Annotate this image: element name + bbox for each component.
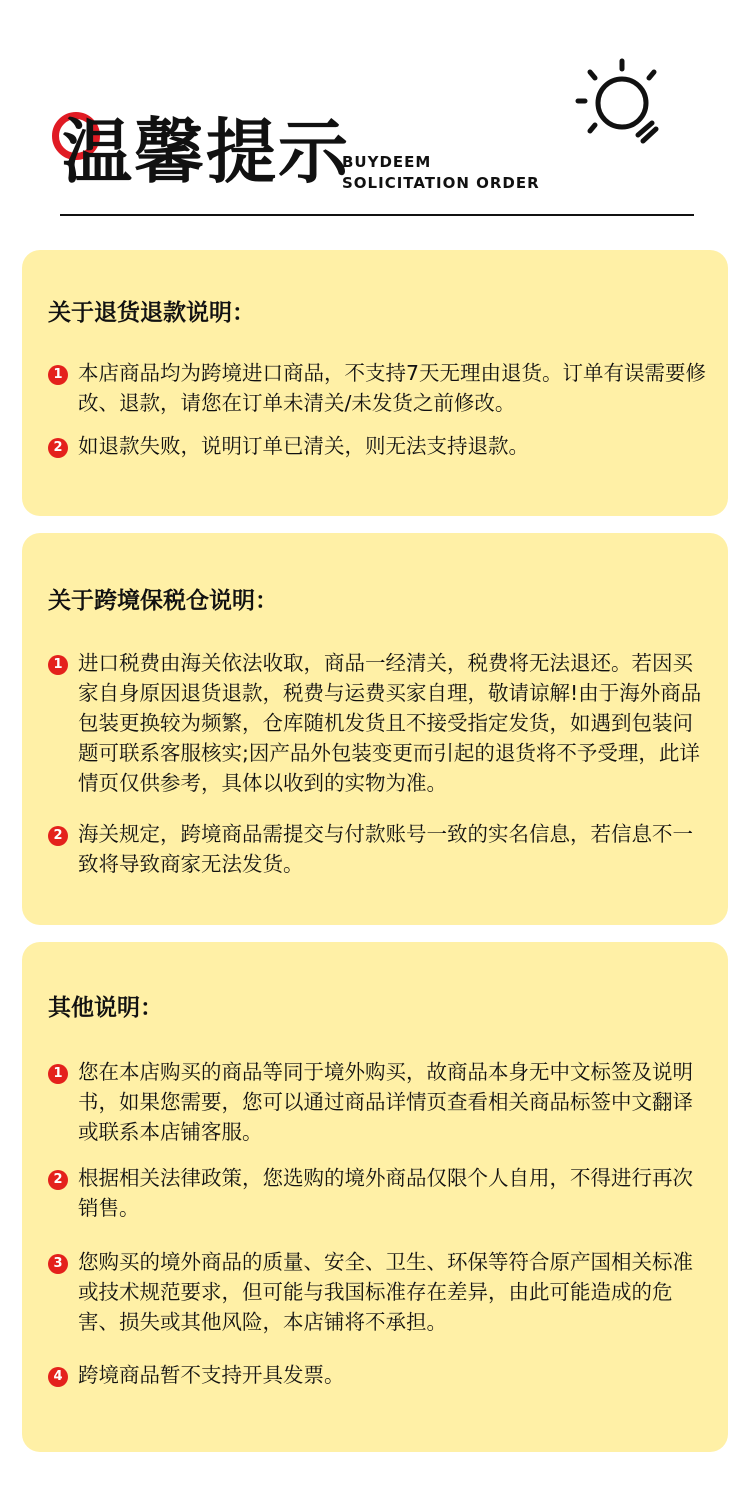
list-item <box>48 1247 708 1337</box>
subtitle-line-2: SOLICITATION ORDER <box>342 174 540 192</box>
header <box>0 0 750 230</box>
item-text: 如退款失败，说明订单已清关，则无法支持退款。 <box>78 434 529 458</box>
item-text: 进口税费由海关依法收取，商品一经清关，税费将无法退还。若因买家自身原因退货退款，税费与运费买家自理，敬请谅解!由于海外商品包装更换较为频繁，仓库随机发货且不接受指定发货，如遇到包装问题可联系客服核实;因产品外包装变更而引起的退货将不予受理，此详情页仅供参考，具体以收到的实物为准。 <box>78 651 702 795</box>
number-badge: 3 <box>48 1254 68 1274</box>
number-badge: 1 <box>48 655 68 675</box>
item-text: 您购买的境外商品的质量、安全、卫生、环保等符合原产国相关标准或技术规范要求，但可能与我国标准存在差异，由此可能造成的危害、损失或其他风险，本店铺将不承担。 <box>78 1250 693 1334</box>
item-text: 海关规定，跨境商品需提交与付款账号一致的实名信息，若信息不一致将导致商家无法发货。 <box>78 822 693 876</box>
list-item <box>48 358 708 418</box>
list-item <box>48 1057 708 1147</box>
number-badge: 2 <box>48 438 68 458</box>
item-text: 本店商品均为跨境进口商品，不支持7天无理由退货。订单有误需要修改、退款，请您在订单未清关/未发货之前修改。 <box>78 361 707 415</box>
list-item <box>48 648 708 798</box>
item-text: 根据相关法律政策，您选购的境外商品仅限个人自用，不得进行再次销售。 <box>78 1166 693 1220</box>
header-divider <box>60 214 694 216</box>
sun-icon <box>570 55 670 155</box>
number-badge: 4 <box>48 1367 68 1387</box>
section-bonded-warehouse <box>22 533 728 925</box>
number-badge: 1 <box>48 1064 68 1084</box>
subtitle-line-1: BUYDEEM <box>342 153 432 171</box>
brand-subtitle <box>342 152 540 194</box>
item-text: 跨境商品暂不支持开具发票。 <box>78 1363 345 1387</box>
number-badge: 1 <box>48 365 68 385</box>
section-returns <box>22 250 728 516</box>
list-item <box>48 431 708 461</box>
list-item <box>48 1163 708 1223</box>
list-item <box>48 1360 708 1390</box>
section-title: 关于跨境保税仓说明： <box>48 588 278 614</box>
section-title: 关于退货退款说明： <box>48 300 255 326</box>
section-title: 其他说明： <box>48 995 163 1021</box>
section-other <box>22 942 728 1452</box>
item-text: 您在本店购买的商品等同于境外购买，故商品本身无中文标签及说明书，如果您需要，您可以通过商品详情页查看相关商品标签中文翻译或联系本店铺客服。 <box>78 1060 693 1144</box>
list-item <box>48 819 708 879</box>
number-badge: 2 <box>48 1170 68 1190</box>
number-badge: 2 <box>48 826 68 846</box>
page-title: 温馨提示 <box>62 111 350 193</box>
